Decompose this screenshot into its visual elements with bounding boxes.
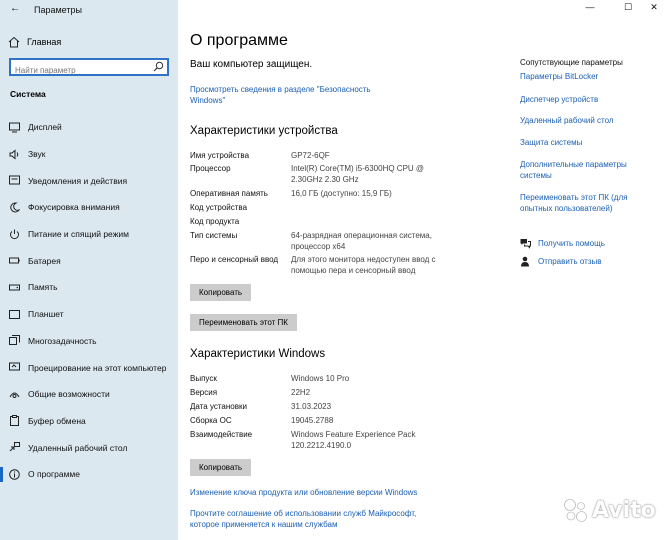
main-content (178, 0, 498, 540)
sidebar-item-label: Фокусировка внимания (28, 202, 120, 213)
spec-row (190, 402, 490, 413)
power-icon (9, 229, 20, 240)
spec-row (190, 255, 490, 276)
focus-icon (9, 202, 20, 213)
sidebar-item-multitasking[interactable] (0, 328, 178, 355)
spec-row (190, 217, 490, 226)
spec-key: Взаимодействие (190, 430, 253, 439)
spec-key: Тип системы (190, 231, 238, 240)
sidebar-item-label: Питание и спящий режим (28, 229, 129, 240)
spec-key: Версия (190, 388, 218, 397)
avito-logo-icon (562, 497, 588, 523)
protected-status: Ваш компьютер защищен. (190, 59, 313, 70)
sidebar-item-display[interactable] (0, 114, 178, 141)
spec-row (190, 203, 490, 212)
search-input[interactable] (11, 64, 141, 78)
sidebar-item-label: Батарея (28, 255, 61, 266)
spec-key: Сборка ОС (190, 416, 232, 425)
search-box[interactable] (9, 58, 169, 76)
sidebar-item-label: О программе (28, 469, 81, 480)
sidebar-item-remote-desktop[interactable] (0, 434, 178, 461)
multitasking-icon (9, 335, 20, 346)
feedback-icon (520, 256, 531, 267)
notifications-icon (9, 175, 20, 186)
sidebar-home-label: Главная (27, 37, 62, 47)
sidebar-item-label: Удаленный рабочий стол (28, 442, 128, 453)
sidebar-item-battery[interactable] (0, 247, 178, 274)
spec-value (291, 203, 441, 212)
feedback-row[interactable] (520, 256, 602, 267)
spec-row (190, 430, 490, 451)
sidebar-item-notifications[interactable] (0, 167, 178, 194)
battery-icon (9, 255, 20, 266)
tablet-icon (9, 309, 20, 320)
change-product-key-link[interactable]: Изменение ключа продукта или обновление версии Windows (190, 488, 418, 497)
spec-key: Код продукта (190, 217, 240, 226)
spec-key: Перо и сенсорный ввод (190, 255, 279, 264)
storage-icon (9, 282, 20, 293)
copy-device-specs-button[interactable]: Копировать (190, 284, 251, 301)
advanced-system-settings-link[interactable]: Дополнительные параметры системы (520, 160, 627, 180)
sidebar-item-label: Буфер обмена (28, 415, 86, 426)
info-icon (9, 469, 20, 480)
spec-value (291, 217, 441, 226)
spec-row (190, 189, 490, 200)
spec-key: Имя устройства (190, 151, 250, 160)
sidebar-nav (0, 114, 178, 488)
spec-row (190, 416, 490, 427)
spec-value: 22H2 (291, 388, 311, 397)
sidebar-item-label: Проецирование на этот компьютер (28, 362, 167, 373)
sidebar-item-label: Планшет (28, 309, 64, 320)
remote-desktop-icon (9, 442, 20, 453)
maximize-button[interactable]: ☐ (623, 2, 633, 12)
services-agreement-link[interactable]: Прочтите соглашение об использовании служб Майкрософт, которое применяется к нашим службам (190, 509, 417, 529)
spec-value: Windows 10 Pro (291, 374, 350, 383)
spec-value: Windows Feature Experience Pack 120.2212.4190.0 (291, 430, 416, 450)
sidebar-item-shared[interactable] (0, 381, 178, 408)
spec-value: 31.03.2023 (291, 402, 332, 411)
spec-key: Процессор (190, 164, 231, 173)
spec-row (190, 164, 490, 185)
spec-row (190, 388, 490, 399)
spec-value: GP72-6QF (291, 151, 330, 160)
sidebar (0, 0, 178, 540)
sound-icon (9, 149, 20, 160)
sidebar-item-label: Память (28, 282, 58, 293)
send-feedback-link[interactable]: Отправить отзыв (538, 257, 602, 266)
spec-row (190, 231, 490, 252)
get-help-row[interactable] (520, 238, 605, 249)
rename-pc-advanced-link[interactable]: Переименовать этот ПК (для опытных пользователей) (520, 193, 628, 213)
spec-row (190, 151, 490, 162)
spec-value: 64-разрядная операционная система, процессор x64 (291, 231, 432, 251)
sidebar-item-projecting[interactable] (0, 354, 178, 381)
get-help-link[interactable]: Получить помощь (538, 239, 605, 248)
window-title: Параметры (34, 5, 82, 15)
device-specs-heading: Характеристики устройства (190, 125, 338, 137)
sidebar-item-storage[interactable] (0, 274, 178, 301)
home-icon (8, 36, 20, 48)
sidebar-item-label: Общие возможности (28, 389, 110, 400)
close-button[interactable]: ✕ (650, 2, 658, 12)
copy-windows-specs-button[interactable]: Копировать (190, 459, 251, 476)
help-chat-icon (520, 238, 531, 249)
rename-pc-button[interactable]: Переименовать этот ПК (190, 314, 297, 331)
sidebar-item-focus[interactable] (0, 194, 178, 221)
spec-value: Intel(R) Core(TM) i5-6300HQ CPU @ 2.30GHz 2.30 GHz (291, 164, 425, 184)
spec-value: 16,0 ГБ (доступно: 15,9 ГБ) (291, 189, 392, 198)
device-manager-link[interactable]: Диспетчер устройств (520, 95, 599, 104)
bitlocker-link[interactable]: Параметры BitLocker (520, 72, 599, 81)
sidebar-item-label: Звук (28, 149, 46, 160)
sidebar-section-title: Система (10, 89, 46, 99)
search-icon[interactable] (153, 61, 164, 72)
sidebar-item-label: Многозадачность (28, 335, 97, 346)
watermark-text: Avito (592, 497, 656, 523)
spec-key: Код устройства (190, 203, 248, 212)
spec-key: Выпуск (190, 374, 217, 383)
remote-desktop-link[interactable]: Удаленный рабочий стол (520, 116, 614, 125)
sidebar-item-sound[interactable] (0, 141, 178, 168)
system-protection-link[interactable]: Защита системы (520, 138, 583, 147)
sidebar-item-about[interactable] (0, 461, 178, 488)
projecting-icon (9, 362, 20, 373)
display-icon (9, 122, 20, 133)
spec-value: Для этого монитора недоступен ввод с помощью пера и сенсорный ввод (291, 255, 436, 275)
sidebar-item-power[interactable] (0, 221, 178, 248)
spec-row (190, 374, 490, 385)
avito-watermark (562, 497, 656, 523)
spec-key: Дата установки (190, 402, 247, 411)
related-settings-heading: Сопутствующие параметры (520, 58, 623, 67)
spec-value: 19045.2788 (291, 416, 334, 425)
sidebar-item-clipboard[interactable] (0, 408, 178, 435)
minimize-button[interactable]: — (585, 2, 595, 12)
sidebar-item-label: Дисплей (28, 122, 62, 133)
security-details-link[interactable]: Просмотреть сведения в разделе "Безопасность Windows" (190, 85, 371, 105)
back-arrow-icon[interactable]: ← (10, 3, 20, 14)
page-title: О программе (190, 32, 288, 49)
spec-key: Оперативная память (190, 189, 268, 198)
clipboard-icon (9, 415, 20, 426)
windows-specs-heading: Характеристики Windows (190, 348, 326, 360)
sidebar-item-tablet[interactable] (0, 301, 178, 328)
shared-icon (9, 389, 20, 400)
sidebar-home[interactable] (8, 34, 61, 50)
sidebar-item-label: Уведомления и действия (28, 175, 128, 186)
